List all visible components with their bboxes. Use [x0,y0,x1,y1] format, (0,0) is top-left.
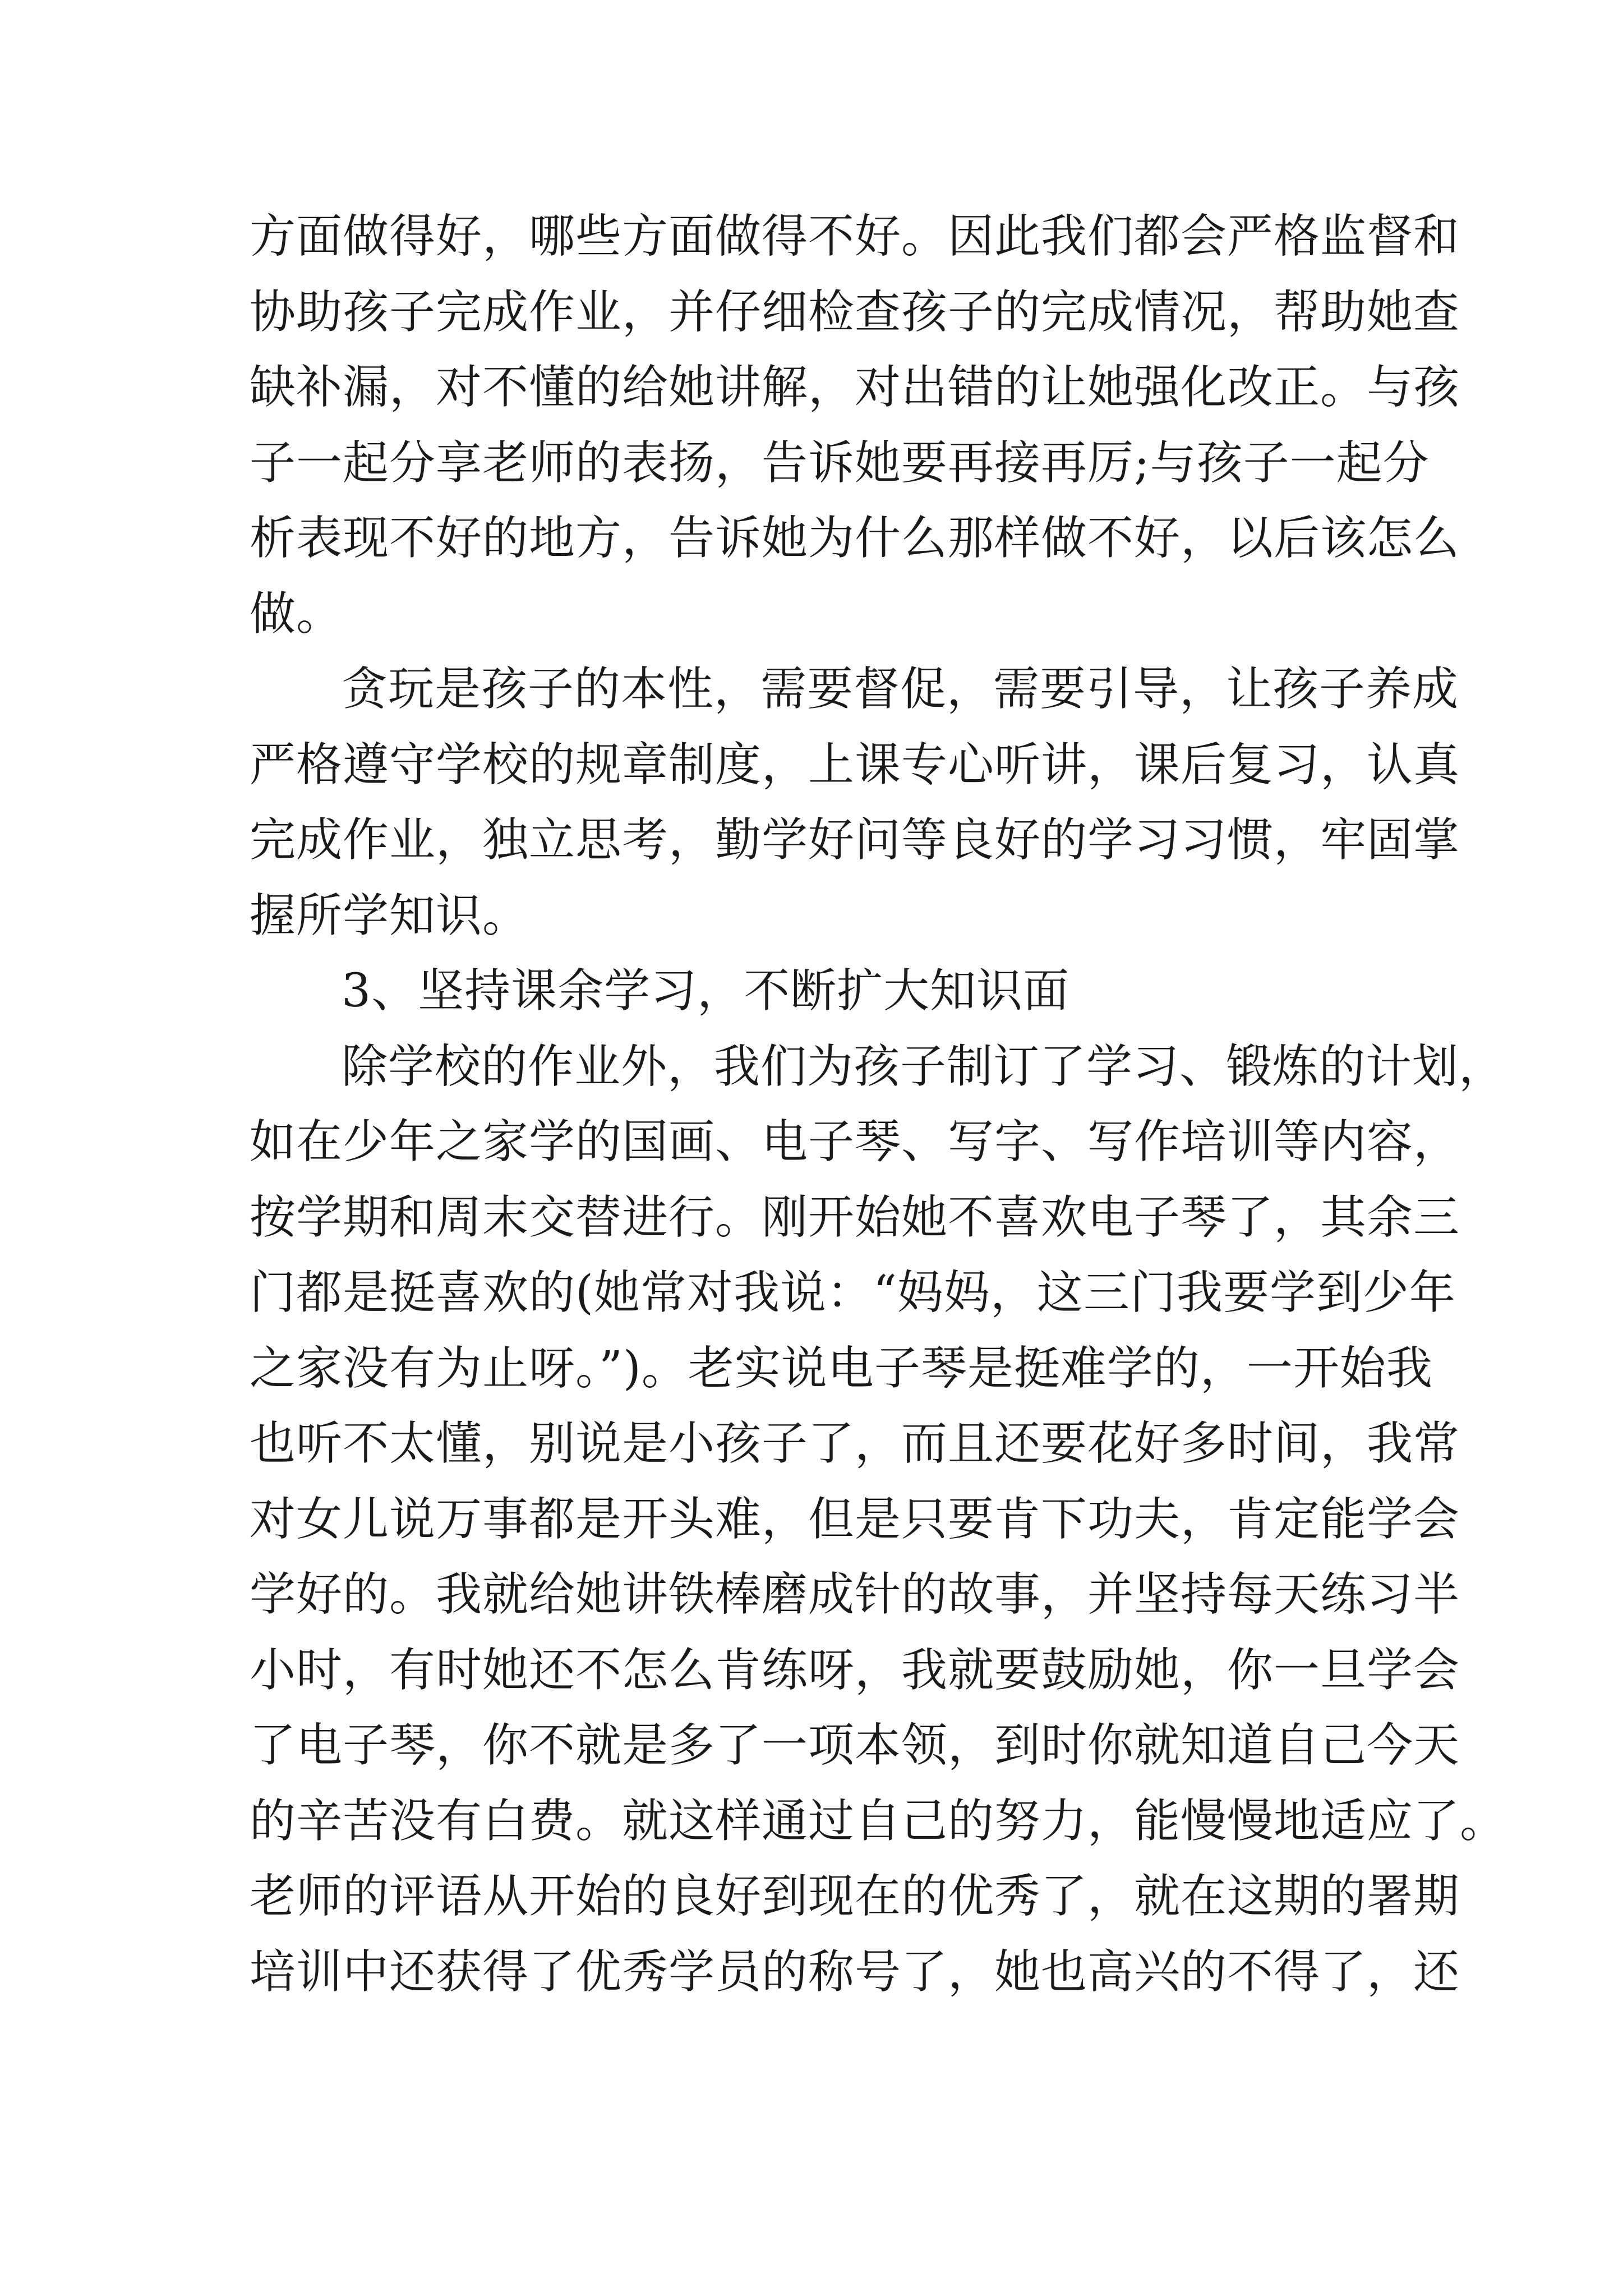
text-line-16: 之家没有为止呀。”)。老实说电子琴是挺难学的，一开始我 [250,1341,1433,1395]
text-line-3: 缺补漏，对不懂的给她讲解，对出错的让她强化改正。与孩 [250,361,1460,414]
text-line-19: 学好的。我就给她讲铁棒磨成针的故事，并坚持每天练习半 [250,1568,1460,1621]
text-line-20: 小时，有时她还不怎么肯练呀，我就要鼓励她，你一旦学会 [250,1643,1460,1697]
text-line-18: 对女儿说万事都是开头难，但是只要肯下功夫，肯定能学会 [250,1492,1460,1546]
text-line-22: 的辛苦没有白费。就这样通过自己的努力，能慢慢地适应了。 [250,1794,1507,1848]
body-text [250,199,1507,2010]
text-line-17: 也听不太懂，别说是小孩子了，而且还要花好多时间，我常 [250,1417,1460,1470]
text-line-6: 做。 [250,587,343,641]
text-line-10: 握所学知识。 [250,889,529,942]
text-line-4: 子一起分享老师的表扬，告诉她要再接再厉;与孩子一起分 [250,436,1430,490]
text-line-8: 严格遵守学校的规章制度，上课专心听讲，课后复习，认真 [250,738,1460,792]
section-heading: 3、坚持课余学习，不断扩大知识面 [342,964,1070,1018]
text-line-9: 完成作业，独立思考，勤学好问等良好的学习习惯，牢固掌 [250,813,1460,867]
text-line-23: 老师的评语从开始的良好到现在的优秀了，就在这期的署期 [250,1870,1460,1923]
text-line-24: 培训中还获得了优秀学员的称号了，她也高兴的不得了，还 [250,1945,1460,1999]
text-line-13: 如在少年之家学的国画、电子琴、写字、写作培训等内容， [250,1115,1460,1168]
text-line-14: 按学期和周末交替进行。刚开始她不喜欢电子琴了，其余三 [250,1190,1460,1244]
text-line-7: 贪玩是孩子的本性，需要督促，需要引导，让孩子养成 [342,662,1459,716]
text-line-21: 了电子琴，你不就是多了一项本领，到时你就知道自己今天 [250,1719,1460,1772]
text-line-5: 析表现不好的地方，告诉她为什么那样做不好，以后该怎么 [250,512,1460,565]
text-line-12: 除学校的作业外，我们为孩子制订了学习、锻炼的计划， [342,1039,1506,1093]
text-line-2: 协助孩子完成作业，并仔细检查孩子的完成情况，帮助她查 [250,285,1460,339]
text-line-1: 方面做得好，哪些方面做得不好。因此我们都会严格监督和 [250,210,1460,263]
text-line-15: 门都是挺喜欢的(她常对我说：“妈妈，这三门我要学到少年 [250,1266,1456,1319]
